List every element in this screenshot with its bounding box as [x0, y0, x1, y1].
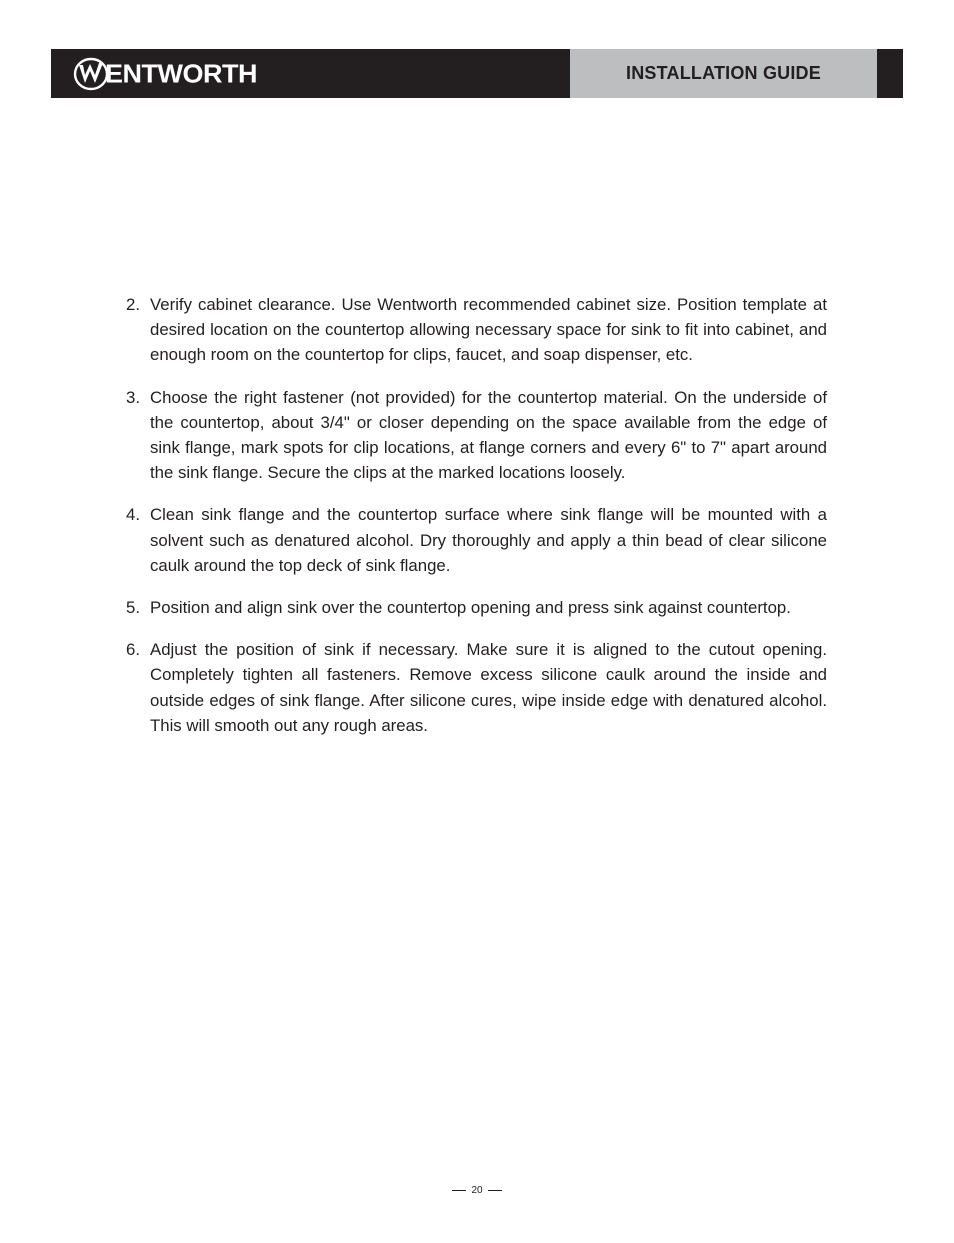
page-footer [0, 1185, 954, 1196]
footer-dash-left [452, 1190, 466, 1191]
wentworth-logo [73, 56, 257, 92]
section-title: INSTALLATION GUIDE [626, 63, 821, 83]
step-text: Verify cabinet clearance. Use Wentworth recommended cabinet size. Position template at desired location on the countertop allowing necessary space for sink to fit into cabinet, and enough room on the countertop for clips, faucet, and soap dispenser, etc. [150, 295, 827, 365]
step-text: Choose the right fastener (not provided) for the countertop material. On the underside of the countertop, about 3/4" or closer depending on the space available from the edge of sink flange, mark spots for clip locations, at flange corners and every 6" to 7" apart around the sink flange. Secure the clips at the marked locations loosely. [150, 387, 827, 483]
page-number: 20 [471, 1185, 483, 1196]
step-text: Adjust the position of sink if necessary. Make sure it is aligned to the cutout opening. Completely tighten all fasteners. Remove excess silicone caulk around the inside and outside edges of sink flange. After silicone cures, wipe inside edge with denatured alcohol. This will smooth out any rough areas. [150, 640, 827, 735]
page-header [51, 49, 903, 98]
section-tab [570, 49, 877, 98]
installation-steps [126, 292, 827, 755]
step-number: 3. [126, 387, 140, 407]
wentworth-w-logo-icon [73, 56, 109, 92]
step-text: Position and align sink over the countertop opening and press sink against countertop. [150, 598, 791, 618]
step-number: 6. [126, 640, 140, 660]
step-item [126, 502, 827, 578]
step-item [126, 595, 827, 620]
step-item [126, 292, 827, 368]
step-item [126, 385, 827, 486]
step-number: 5. [126, 598, 140, 618]
step-item [126, 637, 827, 738]
step-number: 2. [126, 295, 140, 314]
footer-dash-right [488, 1190, 502, 1191]
step-text: Clean sink flange and the countertop surface where sink flange will be mounted with a solvent such as denatured alcohol. Dry thoroughly and apply a thin bead of clear silicone caulk around the top deck of sink flange. [150, 505, 827, 575]
brand-name: ENTWORTH [105, 59, 257, 89]
step-number: 4. [126, 505, 140, 525]
